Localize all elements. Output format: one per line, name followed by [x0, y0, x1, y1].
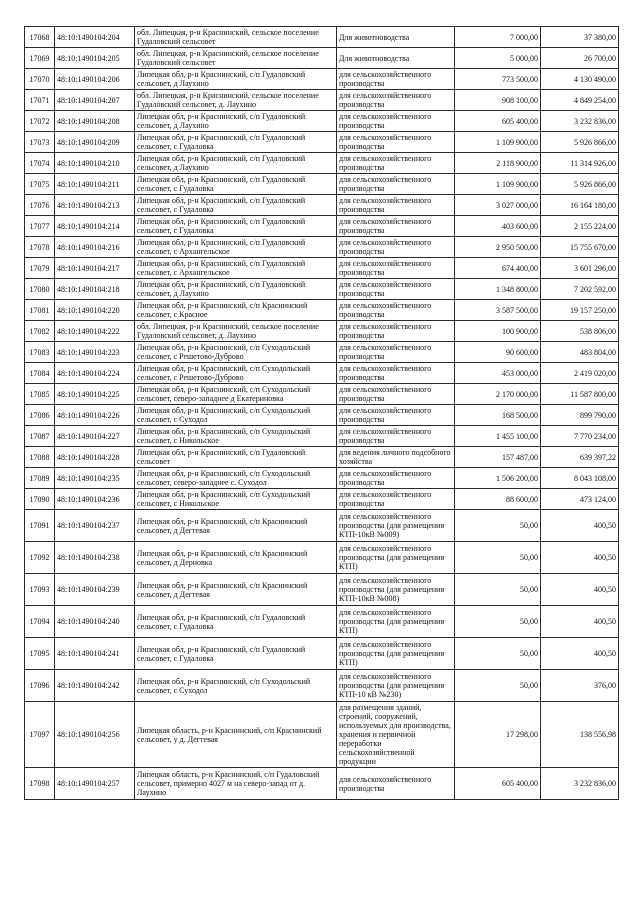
area-value-cell: 605 400,00 — [455, 111, 541, 132]
cadastral-value-cell: 3 601 296,00 — [541, 258, 619, 279]
permitted-use-cell: для сельскохозяйственного производства (для размещения КТП) — [337, 638, 455, 670]
table-row — [25, 363, 619, 384]
address-cell: Липецкая обл, р-н Краснинский, с/п Краснинский сельсовет, д Дерновка — [135, 542, 337, 574]
row-number-cell: 17088 — [25, 447, 55, 468]
cadastral-value-cell: 7 770 234,00 — [541, 426, 619, 447]
land-plots-table — [24, 26, 619, 800]
area-value-cell: 50,00 — [455, 510, 541, 542]
permitted-use-cell: для сельскохозяйственного производства — [337, 216, 455, 237]
permitted-use-cell: для сельскохозяйственного производства (для размещения КТП-10кВ №008) — [337, 574, 455, 606]
permitted-use-cell: для сельскохозяйственного производства — [337, 132, 455, 153]
permitted-use-cell: для сельскохозяйственного производства (для размещения КТП) — [337, 606, 455, 638]
table-row — [25, 111, 619, 132]
table-row — [25, 321, 619, 342]
cadastral-value-cell: 5 926 866,00 — [541, 132, 619, 153]
row-number-cell: 17068 — [25, 27, 55, 48]
cadastral-number-cell: 48:10:1490104:239 — [55, 574, 135, 606]
row-number-cell: 17085 — [25, 384, 55, 405]
row-number-cell: 17091 — [25, 510, 55, 542]
cadastral-number-cell: 48:10:1490104:224 — [55, 363, 135, 384]
area-value-cell: 773 500,00 — [455, 69, 541, 90]
permitted-use-cell: для сельскохозяйственного производства (для размещения КТП-10кВ №009) — [337, 510, 455, 542]
area-value-cell: 2 118 900,00 — [455, 153, 541, 174]
area-value-cell: 2 170 000,00 — [455, 384, 541, 405]
table-row — [25, 153, 619, 174]
row-number-cell: 17083 — [25, 342, 55, 363]
row-number-cell: 17071 — [25, 90, 55, 111]
table-row — [25, 69, 619, 90]
cadastral-value-cell: 26 700,00 — [541, 48, 619, 69]
table-row — [25, 384, 619, 405]
cadastral-value-cell: 4 849 254,00 — [541, 90, 619, 111]
area-value-cell: 1 455 100,00 — [455, 426, 541, 447]
permitted-use-cell: для сельскохозяйственного производства — [337, 321, 455, 342]
permitted-use-cell: для сельскохозяйственного производства — [337, 69, 455, 90]
address-cell: Липецкая обл, р-н Краснинский, с/п Суходольский сельсовет, с Решетово-Дуброво — [135, 363, 337, 384]
cadastral-number-cell: 48:10:1490104:256 — [55, 702, 135, 768]
cadastral-number-cell: 48:10:1490104:210 — [55, 153, 135, 174]
cadastral-value-cell: 11 587 800,00 — [541, 384, 619, 405]
cadastral-value-cell: 4 130 490,00 — [541, 69, 619, 90]
permitted-use-cell: для размещения зданий, строений, сооружений, используемых для производства, хранения и первичной переработки сельскохозяйственной продукции — [337, 702, 455, 768]
cadastral-number-cell: 48:10:1490104:242 — [55, 670, 135, 702]
cadastral-number-cell: 48:10:1490104:238 — [55, 542, 135, 574]
cadastral-value-cell: 19 157 250,00 — [541, 300, 619, 321]
cadastral-value-cell: 3 232 836,00 — [541, 768, 619, 800]
table-row — [25, 574, 619, 606]
permitted-use-cell: для сельскохозяйственного производства — [337, 384, 455, 405]
permitted-use-cell: Для животноводства — [337, 48, 455, 69]
table-row — [25, 405, 619, 426]
table-row — [25, 300, 619, 321]
cadastral-value-cell: 376,00 — [541, 670, 619, 702]
table-row — [25, 638, 619, 670]
address-cell: Липецкая обл, р-н Краснинский, с/п Гудаловский сельсовет, с Гудаловка — [135, 606, 337, 638]
area-value-cell: 7 000,00 — [455, 27, 541, 48]
cadastral-number-cell: 48:10:1490104:237 — [55, 510, 135, 542]
address-cell: Липецкая обл, р-н Краснинский, с/п Краснинский сельсовет, д Дегтевая — [135, 574, 337, 606]
address-cell: обл. Липецкая, р-н Краснинский, сельское поселение Гудаловский сельсовет — [135, 27, 337, 48]
cadastral-number-cell: 48:10:1490104:211 — [55, 174, 135, 195]
area-value-cell: 50,00 — [455, 670, 541, 702]
row-number-cell: 17097 — [25, 702, 55, 768]
row-number-cell: 17092 — [25, 542, 55, 574]
table-row — [25, 195, 619, 216]
cadastral-number-cell: 48:10:1490104:226 — [55, 405, 135, 426]
row-number-cell: 17098 — [25, 768, 55, 800]
permitted-use-cell: для сельскохозяйственного производства — [337, 258, 455, 279]
cadastral-value-cell: 400,50 — [541, 574, 619, 606]
row-number-cell: 17087 — [25, 426, 55, 447]
area-value-cell: 50,00 — [455, 606, 541, 638]
cadastral-value-cell: 138 556,98 — [541, 702, 619, 768]
address-cell: Липецкая обл, р-н Краснинский, с/п Суходольский сельсовет, с Суходол — [135, 670, 337, 702]
row-number-cell: 17081 — [25, 300, 55, 321]
area-value-cell: 88 600,00 — [455, 489, 541, 510]
area-value-cell: 1 109 900,00 — [455, 174, 541, 195]
cadastral-value-cell: 2 155 224,00 — [541, 216, 619, 237]
table-row — [25, 27, 619, 48]
table-row — [25, 702, 619, 768]
table-row — [25, 670, 619, 702]
area-value-cell: 605 400,00 — [455, 768, 541, 800]
row-number-cell: 17086 — [25, 405, 55, 426]
permitted-use-cell: для сельскохозяйственного производства — [337, 342, 455, 363]
table-row — [25, 342, 619, 363]
area-value-cell: 90 600,00 — [455, 342, 541, 363]
permitted-use-cell: для сельскохозяйственного производства — [337, 468, 455, 489]
area-value-cell: 17 298,00 — [455, 702, 541, 768]
address-cell: Липецкая обл, р-н Краснинский, с/п Краснинский сельсовет, с Красное — [135, 300, 337, 321]
area-value-cell: 453 000,00 — [455, 363, 541, 384]
address-cell: Липецкая обл, р-н Краснинский, с/п Краснинский сельсовет, д Дегтевая — [135, 510, 337, 542]
cadastral-number-cell: 48:10:1490104:207 — [55, 90, 135, 111]
table-row — [25, 542, 619, 574]
cadastral-number-cell: 48:10:1490104:223 — [55, 342, 135, 363]
cadastral-number-cell: 48:10:1490104:220 — [55, 300, 135, 321]
cadastral-number-cell: 48:10:1490104:222 — [55, 321, 135, 342]
cadastral-number-cell: 48:10:1490104:213 — [55, 195, 135, 216]
area-value-cell: 1 348 800,00 — [455, 279, 541, 300]
permitted-use-cell: для сельскохозяйственного производства — [337, 768, 455, 800]
address-cell: Липецкая обл, р-н Краснинский, с/п Гудаловский сельсовет, с Архангельское — [135, 237, 337, 258]
permitted-use-cell: для сельскохозяйственного производства — [337, 363, 455, 384]
cadastral-value-cell: 483 804,00 — [541, 342, 619, 363]
permitted-use-cell: для сельскохозяйственного производства — [337, 195, 455, 216]
address-cell: Липецкая обл, р-н Краснинский, с/п Суходольский сельсовет, с Никольское — [135, 489, 337, 510]
row-number-cell: 17078 — [25, 237, 55, 258]
area-value-cell: 3 587 500,00 — [455, 300, 541, 321]
address-cell: Липецкая обл, р-н Краснинский, с/п Гудаловский сельсовет, с Гудаловка — [135, 132, 337, 153]
cadastral-number-cell: 48:10:1490104:257 — [55, 768, 135, 800]
permitted-use-cell: для сельскохозяйственного производства — [337, 111, 455, 132]
address-cell: обл. Липецкая, р-н Краснинский, сельское поселение Гудаловский сельсовет, д. Лаухино — [135, 321, 337, 342]
row-number-cell: 17084 — [25, 363, 55, 384]
address-cell: Липецкая обл, р-н Краснинский, с/п Гудаловский сельсовет, с Архангельское — [135, 258, 337, 279]
area-value-cell: 1 109 900,00 — [455, 132, 541, 153]
permitted-use-cell: для сельскохозяйственного производства (для размещения КТП) — [337, 542, 455, 574]
area-value-cell: 100 900,00 — [455, 321, 541, 342]
row-number-cell: 17094 — [25, 606, 55, 638]
cadastral-value-cell: 899 790,00 — [541, 405, 619, 426]
table-row — [25, 768, 619, 800]
cadastral-value-cell: 538 806,00 — [541, 321, 619, 342]
permitted-use-cell: для сельскохозяйственного производства — [337, 279, 455, 300]
cadastral-number-cell: 48:10:1490104:236 — [55, 489, 135, 510]
row-number-cell: 17090 — [25, 489, 55, 510]
cadastral-number-cell: 48:10:1490104:206 — [55, 69, 135, 90]
address-cell: Липецкая обл, р-н Краснинский, с/п Гудаловский сельсовет, д Лаухино — [135, 69, 337, 90]
cadastral-number-cell: 48:10:1490104:208 — [55, 111, 135, 132]
cadastral-value-cell: 16 164 180,00 — [541, 195, 619, 216]
area-value-cell: 5 000,00 — [455, 48, 541, 69]
address-cell: Липецкая обл, р-н Краснинский, с/п Гудаловский сельсовет, с Гудаловка — [135, 195, 337, 216]
row-number-cell: 17080 — [25, 279, 55, 300]
row-number-cell: 17093 — [25, 574, 55, 606]
area-value-cell: 674 400,00 — [455, 258, 541, 279]
cadastral-number-cell: 48:10:1490104:214 — [55, 216, 135, 237]
permitted-use-cell: для сельскохозяйственного производства — [337, 153, 455, 174]
permitted-use-cell: для ведения личного подсобного хозяйства — [337, 447, 455, 468]
permitted-use-cell: для сельскохозяйственного производства — [337, 405, 455, 426]
row-number-cell: 17069 — [25, 48, 55, 69]
permitted-use-cell: для сельскохозяйственного производства — [337, 174, 455, 195]
table-row — [25, 174, 619, 195]
address-cell: Липецкая обл, р-н Краснинский, с/п Гудаловский сельсовет, д Лаухино — [135, 111, 337, 132]
address-cell: Липецкая обл, р-н Краснинский, с/п Гудаловский сельсовет, д Лаухино — [135, 279, 337, 300]
cadastral-value-cell: 400,50 — [541, 638, 619, 670]
table-row — [25, 279, 619, 300]
cadastral-number-cell: 48:10:1490104:241 — [55, 638, 135, 670]
cadastral-number-cell: 48:10:1490104:235 — [55, 468, 135, 489]
area-value-cell: 403 600,00 — [455, 216, 541, 237]
address-cell: Липецкая обл, р-н Краснинский, с/п Суходольский сельсовет, с Суходол — [135, 405, 337, 426]
cadastral-value-cell: 37 380,00 — [541, 27, 619, 48]
cadastral-number-cell: 48:10:1490104:218 — [55, 279, 135, 300]
area-value-cell: 50,00 — [455, 638, 541, 670]
area-value-cell: 168 500,00 — [455, 405, 541, 426]
table-row — [25, 489, 619, 510]
table-row — [25, 237, 619, 258]
cadastral-number-cell: 48:10:1490104:205 — [55, 48, 135, 69]
address-cell: Липецкая обл, р-н Краснинский, с/п Суходольский сельсовет, северо-западнее д Екатериновка — [135, 384, 337, 405]
permitted-use-cell: для сельскохозяйственного производства — [337, 90, 455, 111]
address-cell: Липецкая обл, р-н Краснинский, с/п Суходольский сельсовет, с Никольское — [135, 426, 337, 447]
row-number-cell: 17070 — [25, 69, 55, 90]
area-value-cell: 157 487,00 — [455, 447, 541, 468]
address-cell: Липецкая обл, р-н Краснинский, с/п Гудаловский сельсовет, с Гудаловка — [135, 638, 337, 670]
row-number-cell: 17079 — [25, 258, 55, 279]
permitted-use-cell: для сельскохозяйственного производства (для размещения КТП-10 кВ №230) — [337, 670, 455, 702]
cadastral-value-cell: 400,50 — [541, 510, 619, 542]
address-cell: Липецкая обл, р-н Краснинский, с/п Суходольский сельсовет, северо-западнее с. Суходол — [135, 468, 337, 489]
table-row — [25, 258, 619, 279]
permitted-use-cell: для сельскохозяйственного производства — [337, 237, 455, 258]
permitted-use-cell: для сельскохозяйственного производства — [337, 426, 455, 447]
row-number-cell: 17082 — [25, 321, 55, 342]
cadastral-number-cell: 48:10:1490104:225 — [55, 384, 135, 405]
cadastral-value-cell: 473 124,00 — [541, 489, 619, 510]
cadastral-value-cell: 5 926 866,00 — [541, 174, 619, 195]
table-row — [25, 426, 619, 447]
address-cell: Липецкая обл, р-н Краснинский, с/п Гудаловский сельсовет — [135, 447, 337, 468]
address-cell: обл. Липецкая, р-н Краснинский, сельское поселение Гудаловский сельсовет — [135, 48, 337, 69]
cadastral-value-cell: 15 755 670,00 — [541, 237, 619, 258]
row-number-cell: 17077 — [25, 216, 55, 237]
row-number-cell: 17089 — [25, 468, 55, 489]
cadastral-value-cell: 400,50 — [541, 542, 619, 574]
row-number-cell: 17072 — [25, 111, 55, 132]
table-row — [25, 132, 619, 153]
row-number-cell: 17076 — [25, 195, 55, 216]
cadastral-number-cell: 48:10:1490104:217 — [55, 258, 135, 279]
address-cell: Липецкая обл, р-н Краснинский, с/п Суходольский сельсовет, с Решетово-Дуброво — [135, 342, 337, 363]
cadastral-value-cell: 3 232 836,00 — [541, 111, 619, 132]
address-cell: Липецкая обл, р-н Краснинский, с/п Гудаловский сельсовет, д Лаухино — [135, 153, 337, 174]
cadastral-number-cell: 48:10:1490104:227 — [55, 426, 135, 447]
row-number-cell: 17073 — [25, 132, 55, 153]
cadastral-number-cell: 48:10:1490104:240 — [55, 606, 135, 638]
address-cell: Липецкая обл, р-н Краснинский, с/п Гудаловский сельсовет, с Гудаловка — [135, 174, 337, 195]
table-row — [25, 48, 619, 69]
cadastral-number-cell: 48:10:1490104:209 — [55, 132, 135, 153]
address-cell: Липецкая область, р-н Краснинский, с/п Гудаловский сельсовет, примерно 4027 м на северо-запад от д. Лаухино — [135, 768, 337, 800]
area-value-cell: 3 027 000,00 — [455, 195, 541, 216]
cadastral-value-cell: 11 314 926,00 — [541, 153, 619, 174]
address-cell: Липецкая область, р-н Краснинский, с/п Краснинский сельсовет, у д. Дегтевая — [135, 702, 337, 768]
table-row — [25, 468, 619, 489]
address-cell: обл. Липецкая, р-н Краснинский, сельское поселение Гудаловский сельсовет, д. Лаухино — [135, 90, 337, 111]
address-cell: Липецкая обл, р-н Краснинский, с/п Гудаловский сельсовет, с Гудаловка — [135, 216, 337, 237]
table-row — [25, 447, 619, 468]
area-value-cell: 1 506 200,00 — [455, 468, 541, 489]
cadastral-number-cell: 48:10:1490104:204 — [55, 27, 135, 48]
cadastral-value-cell: 639 397,22 — [541, 447, 619, 468]
area-value-cell: 908 100,00 — [455, 90, 541, 111]
row-number-cell: 17075 — [25, 174, 55, 195]
table-row — [25, 606, 619, 638]
table-body — [25, 27, 619, 800]
cadastral-value-cell: 8 043 108,00 — [541, 468, 619, 489]
permitted-use-cell: для сельскохозяйственного производства — [337, 489, 455, 510]
cadastral-number-cell: 48:10:1490104:216 — [55, 237, 135, 258]
table-row — [25, 510, 619, 542]
table-row — [25, 90, 619, 111]
row-number-cell: 17095 — [25, 638, 55, 670]
area-value-cell: 50,00 — [455, 574, 541, 606]
row-number-cell: 17074 — [25, 153, 55, 174]
cadastral-value-cell: 7 202 592,00 — [541, 279, 619, 300]
row-number-cell: 17096 — [25, 670, 55, 702]
cadastral-number-cell: 48:10:1490104:228 — [55, 447, 135, 468]
cadastral-value-cell: 400,50 — [541, 606, 619, 638]
table-row — [25, 216, 619, 237]
area-value-cell: 2 950 500,00 — [455, 237, 541, 258]
permitted-use-cell: Для животноводства — [337, 27, 455, 48]
area-value-cell: 50,00 — [455, 542, 541, 574]
cadastral-value-cell: 2 419 020,00 — [541, 363, 619, 384]
permitted-use-cell: для сельскохозяйственного производства — [337, 300, 455, 321]
